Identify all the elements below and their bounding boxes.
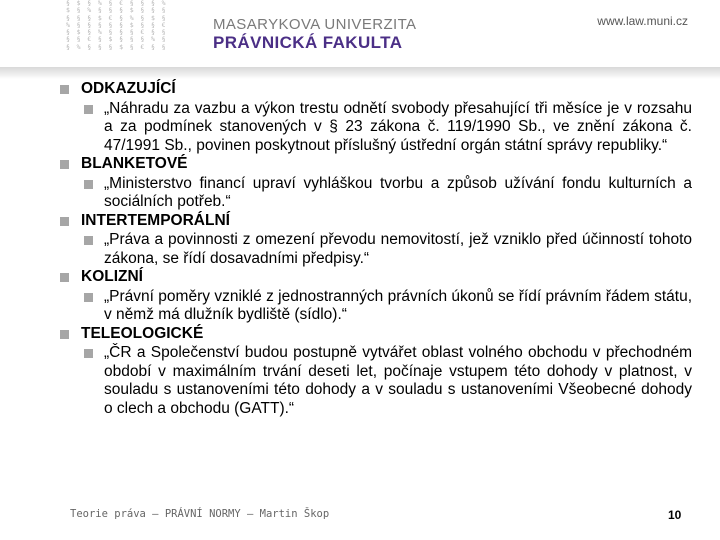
- square-bullet-icon: [60, 160, 69, 169]
- square-bullet-icon: [84, 236, 93, 245]
- item-heading: ODKAZUJÍCÍ: [60, 80, 692, 99]
- square-bullet-icon: [84, 349, 93, 358]
- university-logo-pattern: § $ § % § € § § § % $ § % § § § $ § § § § § § $ € § % § $ § % § § § § § $ § § € § $ § % § § § € § § § § € § $ § § § % § § % § § § $ § € § §: [66, 0, 167, 51]
- header-divider: [0, 67, 720, 79]
- square-bullet-icon: [84, 105, 93, 114]
- item-quote: „ČR a Společenství budou postupně vytvářet oblast volného obchodu v přechodném období v maximálním trvání deseti let, počínaje vstupem této dohody v platnost, v souladu s ustanoveními této dohody a v souladu s ustanoveními Všeobecné dohody o clech a obchodu (GATT).“: [60, 344, 692, 418]
- item-quote: „Práva a povinnosti z omezení převodu nemovitostí, jež vzniklo před účinností tohoto zákona, se řídí dosavadními předpisy.“: [60, 231, 692, 268]
- page-number: 10: [668, 508, 682, 522]
- item-quote: „Právní poměry vzniklé z jednostranných právních úkonů se řídí právním řádem státu, v němž má dlužník bydliště (sídlo).“: [60, 288, 692, 325]
- item-heading: INTERTEMPORÁLNÍ: [60, 212, 692, 231]
- website-url: www.law.muni.cz: [597, 14, 688, 28]
- item-heading: BLANKETOVÉ: [60, 155, 692, 174]
- slide-content: [60, 80, 692, 418]
- university-name: MASARYKOVA UNIVERZITA: [213, 16, 417, 33]
- square-bullet-icon: [60, 217, 69, 226]
- item-quote: „Ministerstvo financí upraví vyhláškou tvorbu a způsob užívání fondu kulturních a sociálních potřeb.“: [60, 175, 692, 212]
- footer-caption: Teorie práva – PRÁVNÍ NORMY – Martin Škop: [70, 508, 330, 520]
- square-bullet-icon: [84, 180, 93, 189]
- square-bullet-icon: [60, 85, 69, 94]
- item-quote: „Náhradu za vazbu a výkon trestu odnětí svobody přesahující tři měsíce je v rozsahu a za podmínek stanovených v § 23 zákona č. 119/1990 Sb., ve znění zákona č. 47/1991 Sb., povinen poskytnout příslušný ústřední orgán státní správy republiky.“: [60, 100, 692, 156]
- square-bullet-icon: [60, 330, 69, 339]
- square-bullet-icon: [60, 273, 69, 282]
- item-heading: TELEOLOGICKÉ: [60, 325, 692, 344]
- square-bullet-icon: [84, 293, 93, 302]
- faculty-name: PRÁVNICKÁ FAKULTA: [213, 33, 403, 52]
- item-heading: KOLIZNÍ: [60, 268, 692, 287]
